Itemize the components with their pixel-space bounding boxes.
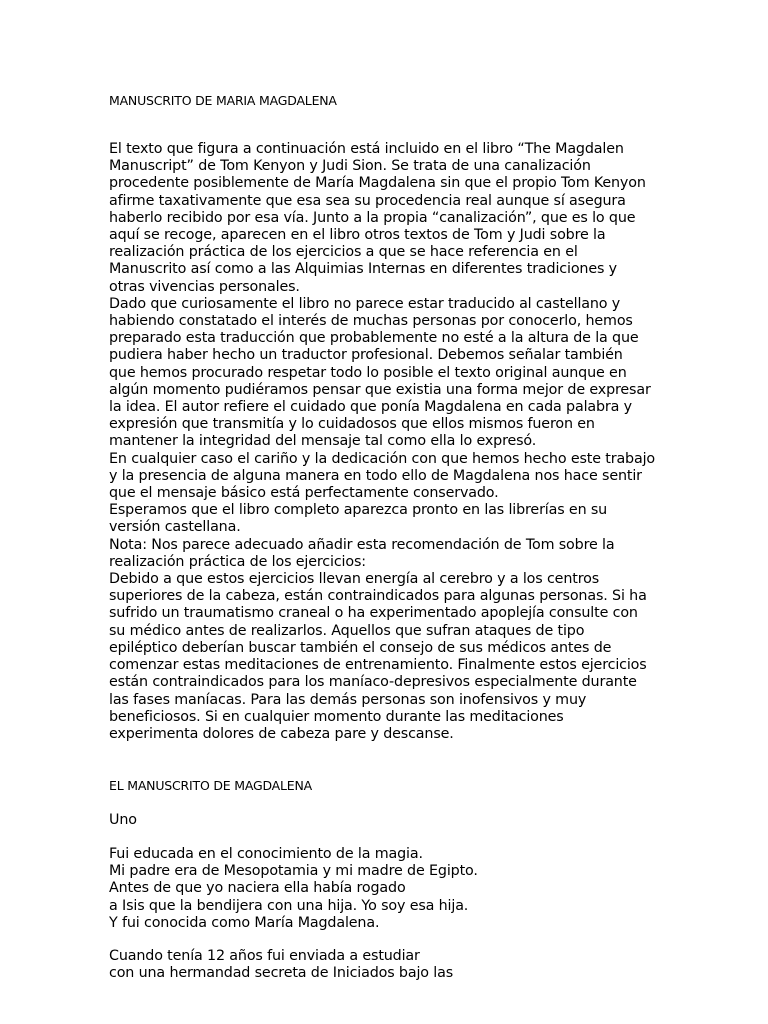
verse-line: Antes de que yo naciera ella había rogado bbox=[109, 880, 406, 897]
verse-line: Y fui conocida como María Magdalena. bbox=[109, 914, 380, 931]
text-line: mantener la integridad del mensaje tal como ella lo expresó. bbox=[109, 433, 537, 450]
text-line: que hemos procurado respetar todo lo posible el texto original aunque en bbox=[109, 364, 627, 381]
text-line: aquí se recoge, aparecen en el libro otros textos de Tom y Judi sobre la bbox=[109, 227, 606, 244]
verse-line: Mi padre era de Mesopotamia y mi madre de Egipto. bbox=[109, 863, 478, 880]
text-line: realización práctica de los ejercicios: bbox=[109, 553, 366, 570]
text-line: las fases maníacas. Para las demás personas son inofensivos y muy bbox=[109, 691, 587, 708]
text-line: En cualquier caso el cariño y la dedicación con que hemos hecho este trabajo bbox=[109, 450, 656, 467]
text-line: otras vivencias personales. bbox=[109, 278, 300, 295]
text-line: Debido a que estos ejercicios llevan energía al cerebro y a los centros bbox=[109, 571, 600, 588]
text-line: El texto que figura a continuación está incluido en el libro “The Magdalen bbox=[109, 141, 624, 157]
chapter-heading: Uno bbox=[109, 812, 137, 828]
text-line: Manuscript” de Tom Kenyon y Judi Sion. Se trata de una canalización bbox=[109, 158, 591, 175]
section-title: EL MANUSCRITO DE MAGDALENA bbox=[109, 778, 312, 793]
text-line: realización práctica de los ejercicios a que se hace referencia en el bbox=[109, 244, 578, 261]
text-line: que el mensaje básico está perfectamente conservado. bbox=[109, 485, 499, 502]
text-line: expresión que transmitía y lo cuidadosos que ellos mismos fueron en bbox=[109, 416, 595, 433]
text-line: preparado esta traducción que probablemente no esté a la altura de la que bbox=[109, 330, 639, 347]
text-line: su médico antes de realizarlos. Aquellos que sufran ataques de tipo bbox=[109, 622, 585, 639]
verse-stanza bbox=[109, 948, 453, 982]
text-line: experimenta dolores de cabeza pare y descanse. bbox=[109, 725, 454, 742]
text-line: afirme taxativamente que esa sea su procedencia real aunque sí asegura bbox=[109, 192, 626, 209]
text-line: habiendo constatado el interés de muchas personas por conocerlo, hemos bbox=[109, 313, 633, 330]
document-title: MANUSCRITO DE MARIA MAGDALENA bbox=[109, 93, 337, 108]
text-line: sufrido un traumatismo craneal o ha experimentado apoplejía consulte con bbox=[109, 605, 638, 622]
text-line: la idea. El autor refiere el cuidado que ponía Magdalena en cada palabra y bbox=[109, 399, 632, 416]
text-line: algún momento pudiéramos pensar que existia una forma mejor de expresar bbox=[109, 381, 651, 398]
text-line: Nota: Nos parece adecuado añadir esta recomendación de Tom sobre la bbox=[109, 536, 615, 553]
verse-line: Cuando tenía 12 años fui enviada a estudiar bbox=[109, 948, 420, 964]
text-line: pudiera haber hecho un traductor profesional. Debemos señalar también bbox=[109, 347, 623, 364]
text-line: Dado que curiosamente el libro no parece estar traducido al castellano y bbox=[109, 295, 621, 312]
text-line: Manuscrito así como a las Alquimias Internas en diferentes tradiciones y bbox=[109, 261, 617, 278]
text-line: y la presencia de alguna manera en todo ello de Magdalena nos hace sentir bbox=[109, 467, 642, 484]
intro-paragraph bbox=[109, 141, 655, 743]
verse-line: a Isis que la bendijera con una hija. Yo soy esa hija. bbox=[109, 897, 469, 914]
verse-stanza bbox=[109, 846, 478, 932]
verse-line: con una hermandad secreta de Iniciados bajo las bbox=[109, 965, 454, 982]
text-line: Esperamos que el libro completo aparezca pronto en las librerías en su bbox=[109, 502, 608, 519]
text-line: comenzar estas meditaciones de entrenamiento. Finalmente estos ejercicios bbox=[109, 657, 647, 674]
text-line: superiores de la cabeza, están contraindicados para algunas personas. Si ha bbox=[109, 588, 647, 605]
verse-line: Fui educada en el conocimiento de la magia. bbox=[109, 846, 423, 862]
text-line: epiléptico deberían buscar también el consejo de sus médicos antes de bbox=[109, 639, 612, 656]
text-line: versión castellana. bbox=[109, 519, 241, 536]
text-line: están contraindicados para los maníaco-depresivos especialmente durante bbox=[109, 674, 637, 691]
text-line: procedente posiblemente de María Magdalena sin que el propio Tom Kenyon bbox=[109, 175, 646, 192]
text-line: beneficiosos. Si en cualquier momento durante las meditaciones bbox=[109, 708, 564, 725]
text-line: haberlo recibido por esa vía. Junto a la propia “canalización”, que es lo que bbox=[109, 209, 636, 226]
